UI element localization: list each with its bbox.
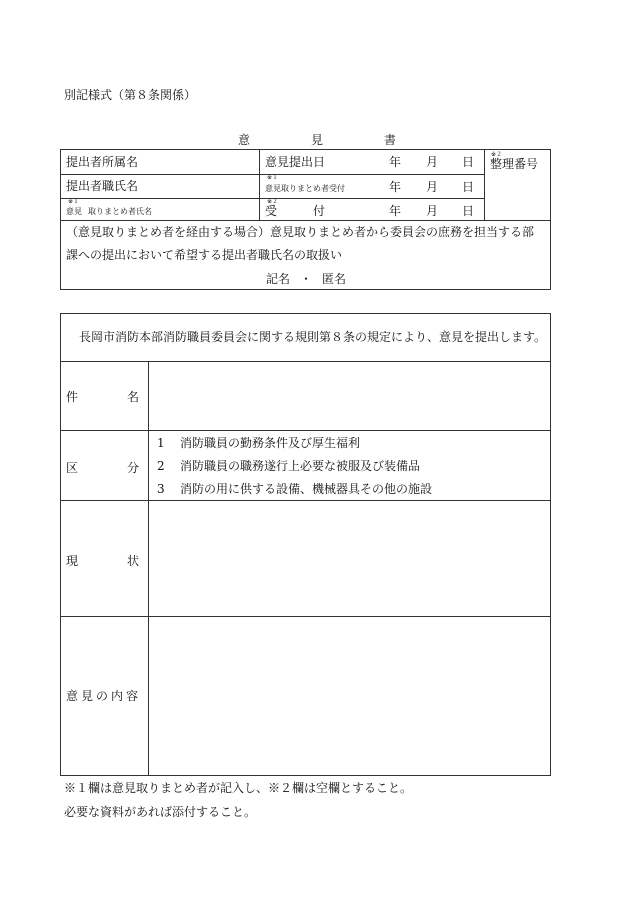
coordinator-label-prefix: 意見 bbox=[66, 207, 82, 216]
receipt-label: 意見取りまとめ者受付 bbox=[265, 184, 345, 193]
option-anonymous: 匿名 bbox=[322, 272, 347, 286]
footnote-2: 必要な資料があれば添付すること。 bbox=[64, 805, 257, 819]
submit-date-label: 意見提出日 bbox=[265, 155, 326, 169]
title-char-2: 見 bbox=[311, 133, 324, 147]
accept-month: 月 bbox=[426, 204, 439, 218]
accept-year: 年 bbox=[389, 204, 402, 218]
category-label: 区 分 bbox=[66, 461, 139, 475]
category-1-text: 消防職員の勤務条件及び厚生福利 bbox=[180, 436, 361, 450]
accept-char-2: 付 bbox=[313, 204, 326, 218]
option-named: 記名 bbox=[266, 272, 291, 286]
handling-text-line2: 課への提出において希望する提出者職氏名の取扱い bbox=[66, 248, 343, 262]
accept-char-1: 受 bbox=[265, 204, 278, 218]
receipt-year: 年 bbox=[389, 180, 402, 194]
category-2-text: 消防職員の職務遂行上必要な被服及び装備品 bbox=[180, 459, 421, 473]
opinion-table bbox=[60, 313, 551, 776]
content-label: 意見の内容 bbox=[66, 689, 142, 703]
title-char-1: 意 bbox=[238, 133, 251, 147]
note-mark-1: ※１ bbox=[68, 198, 80, 205]
subject-label: 件 名 bbox=[66, 390, 139, 404]
date-year: 年 bbox=[389, 155, 402, 169]
note-mark-2: ※２ bbox=[267, 198, 279, 205]
receipt-day: 日 bbox=[462, 180, 475, 194]
date-month: 月 bbox=[426, 155, 439, 169]
accept-day: 日 bbox=[462, 204, 475, 218]
category-2-number: 2 bbox=[157, 459, 165, 473]
handling-text-line1: （意見取りまとめ者を経由する場合）意見取りまとめ者から委員会の庶務を担当する部 bbox=[66, 225, 535, 239]
coordinator-label: 取りまとめ者氏名 bbox=[88, 207, 152, 216]
status-label: 現 状 bbox=[66, 554, 139, 568]
title-char-3: 書 bbox=[384, 133, 397, 147]
note-mark-1: ※１ bbox=[267, 174, 279, 181]
intro-statement: 長岡市消防本部消防職員委員会に関する規則第８条の規定により、意見を提出します。 bbox=[79, 330, 547, 344]
option-separator: ・ bbox=[300, 272, 313, 286]
receipt-month: 月 bbox=[426, 180, 439, 194]
category-3-number: 3 bbox=[157, 482, 165, 496]
category-1-number: 1 bbox=[157, 436, 165, 450]
name-label: 提出者職氏名 bbox=[66, 179, 139, 193]
note-mark-2: ※２ bbox=[491, 151, 503, 158]
date-day: 日 bbox=[462, 155, 475, 169]
affiliation-label: 提出者所属名 bbox=[66, 155, 139, 169]
footnote-1: ※１欄は意見取りまとめ者が記入し、※２欄は空欄とすること。 bbox=[64, 781, 413, 795]
category-3-text: 消防の用に供する設備、機械器具その他の施設 bbox=[180, 482, 433, 496]
form-designation: 別記様式（第８条関係） bbox=[64, 88, 197, 102]
reference-number-label: 整理番号 bbox=[490, 157, 539, 171]
